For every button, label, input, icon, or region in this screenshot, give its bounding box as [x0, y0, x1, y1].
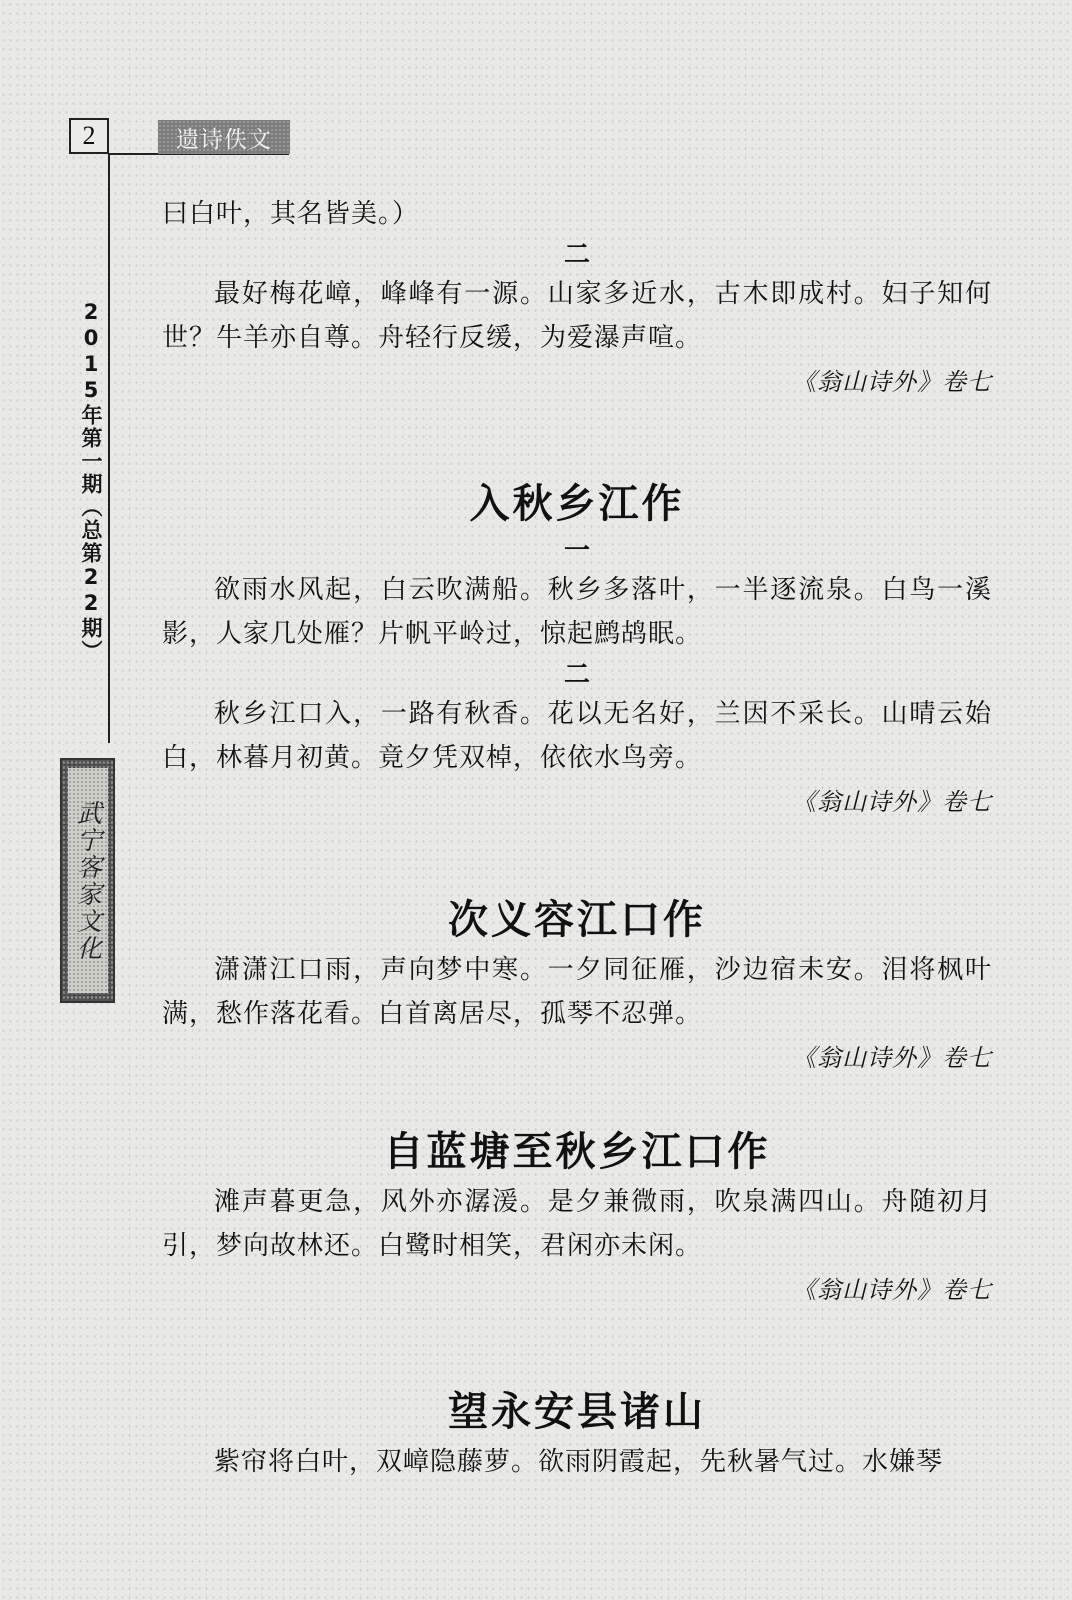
poem3-title: 自蓝塘至秋乡江口作: [383, 1129, 771, 1175]
page-number: 2: [69, 118, 109, 154]
poem0-part2-number: 二: [563, 240, 590, 270]
intro-tail: 曰白叶，其名皆美。）: [162, 199, 420, 229]
poem1-part2-number: 二: [563, 660, 590, 690]
poem1-title: 入秋乡江作: [469, 481, 685, 527]
poem2-text: 潇潇江口雨，声向梦中寒。一夕同征雁，沙边宿未安。泪将枫叶满，愁作落花看。白首离居尽，孤琴不忍弹。: [162, 955, 992, 1029]
poem3-source: 《翁山诗外》卷七: [792, 1276, 992, 1304]
spine-line: [108, 153, 110, 743]
journal-logo: [60, 758, 115, 1003]
poem0-source: 《翁山诗外》卷七: [792, 368, 992, 396]
poem1-part2-text: 秋乡江口入，一路有秋香。花以无名好，兰因不采长。山晴云始白，林暮月初黄。竟夕凭双棹，依依水鸟旁。: [162, 699, 992, 773]
journal-logo-text: 武宁客家文化: [68, 768, 108, 993]
poem1-part1-number: 一: [563, 536, 590, 566]
poem3-text: 滩声暮更急，风外亦潺湲。是夕兼微雨，吹泉满四山。舟随初月引，梦向故林还。白鹭时相笑，君闲亦未闲。: [162, 1187, 992, 1261]
poem4-text: 紫帘将白叶，双嶂隐藤萝。欲雨阴霞起，先秋暑气过。水嫌琴: [214, 1447, 944, 1477]
issue-label: 2015年第一期（总第22期）: [79, 300, 103, 663]
poem0-part2-text: 最好梅花嶂，峰峰有一源。山家多近水，古木即成村。妇子知何世？牛羊亦自尊。舟轻行反缓，为爱瀑声喧。: [162, 279, 992, 353]
poem2-title: 次义容江口作: [448, 897, 706, 943]
poem2-source: 《翁山诗外》卷七: [792, 1044, 992, 1072]
poem1-source: 《翁山诗外》卷七: [792, 788, 992, 816]
section-badge: 遗诗佚文: [158, 120, 290, 154]
poem4-title: 望永安县诸山: [448, 1389, 706, 1435]
article-body: [162, 192, 992, 1484]
poem1-part1-text: 欲雨水风起，白云吹满船。秋乡多落叶，一半逐流泉。白鸟一溪影，人家几处雁？片帆平岭过，惊起鹧鸪眠。: [162, 575, 992, 649]
